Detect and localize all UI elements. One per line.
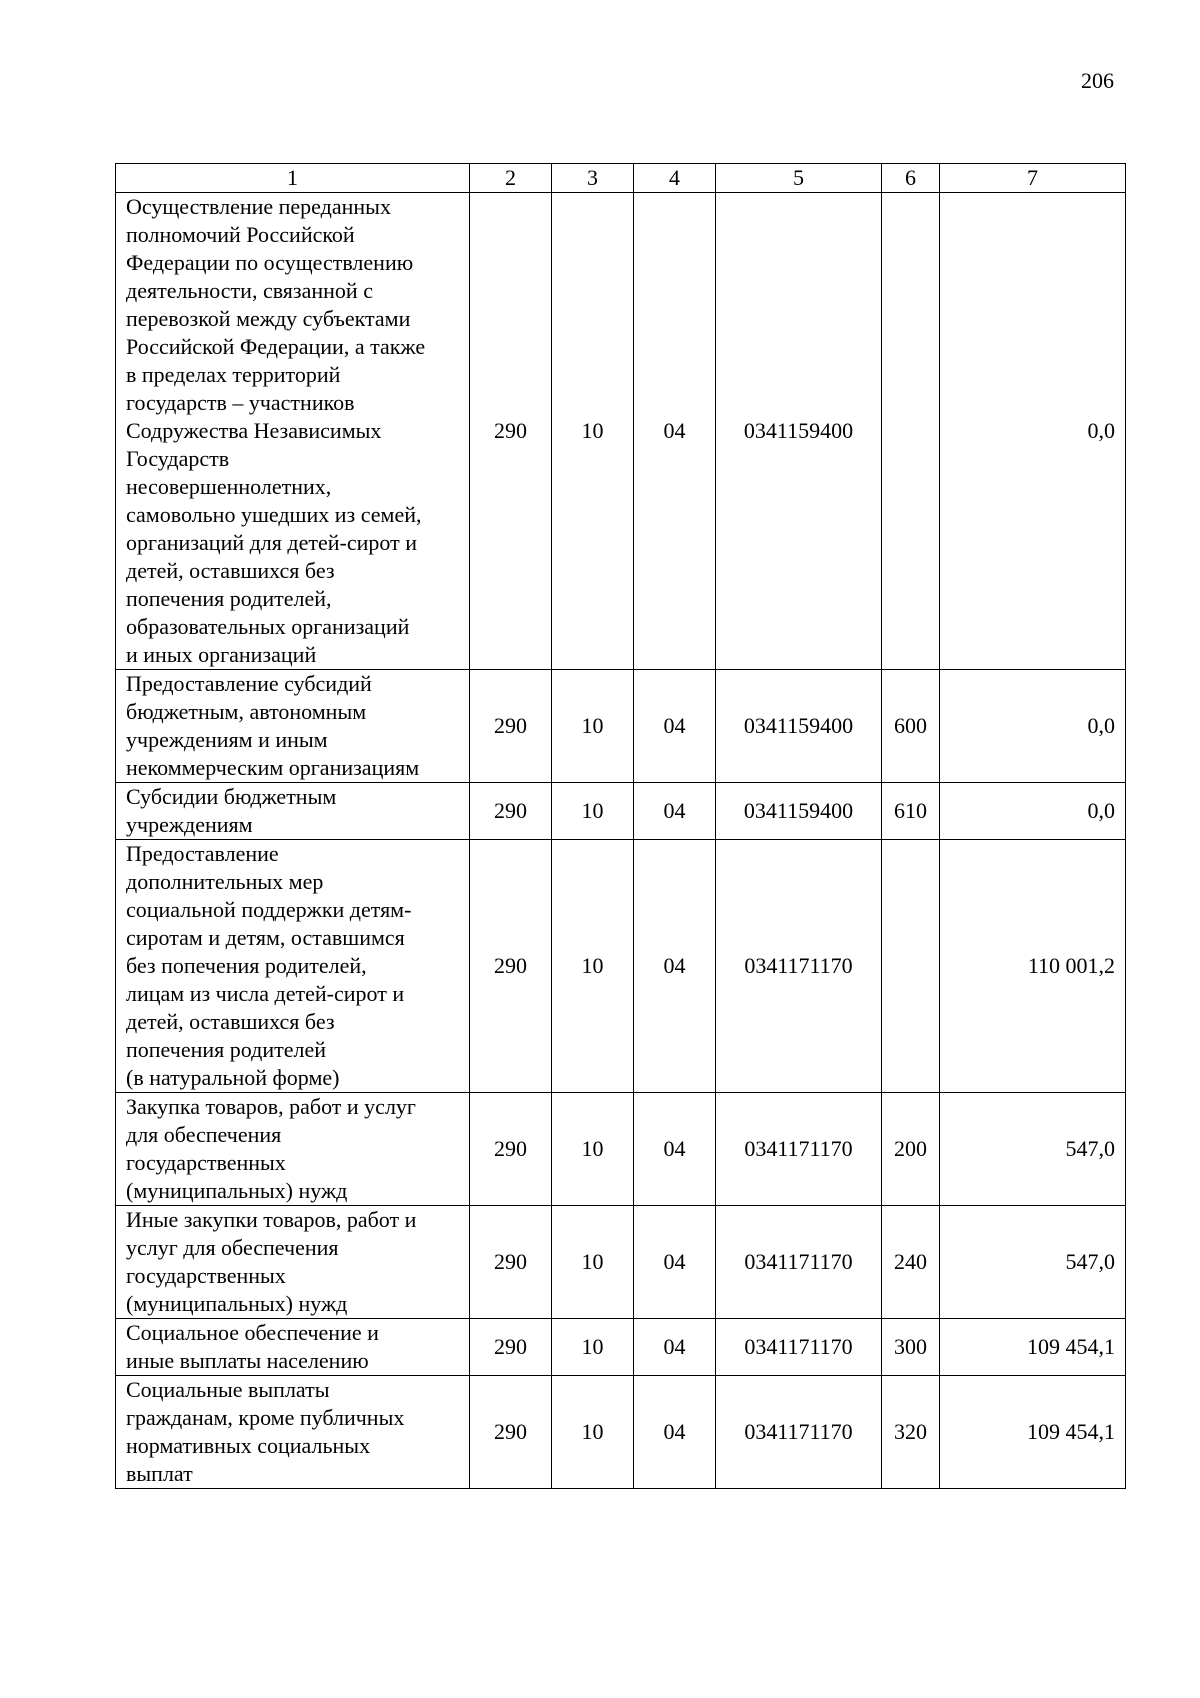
row-code-5: 0341159400 bbox=[716, 670, 882, 783]
row-code-4: 04 bbox=[634, 1093, 716, 1206]
row-amount: 0,0 bbox=[940, 670, 1126, 783]
row-code-3: 10 bbox=[552, 670, 634, 783]
header-col-2: 2 bbox=[470, 164, 552, 193]
header-row bbox=[116, 164, 1126, 193]
row-code-6 bbox=[882, 840, 940, 1093]
row-code-6: 240 bbox=[882, 1206, 940, 1319]
table-row bbox=[116, 1319, 1126, 1376]
row-code-4: 04 bbox=[634, 1206, 716, 1319]
row-code-2: 290 bbox=[470, 1093, 552, 1206]
budget-table bbox=[115, 163, 1126, 1489]
row-code-2: 290 bbox=[470, 783, 552, 840]
row-amount: 110 001,2 bbox=[940, 840, 1126, 1093]
row-code-2: 290 bbox=[470, 840, 552, 1093]
table-row bbox=[116, 840, 1126, 1093]
row-code-2: 290 bbox=[470, 670, 552, 783]
row-name: Осуществление переданных полномочий Российской Федерации по осуществлению деятельности, связанной с перевозкой между субъектами Российской Федерации, а также в пределах территорий государств – участников Содружества Независимых Государств несовершеннолетних, самовольно ушедших из семей, организаций для детей-сирот и детей, оставшихся без попечения родителей, образовательных организаций и иных организаций bbox=[116, 193, 470, 670]
row-code-2: 290 bbox=[470, 1376, 552, 1489]
row-code-6: 600 bbox=[882, 670, 940, 783]
header-col-3: 3 bbox=[552, 164, 634, 193]
table-row bbox=[116, 1093, 1126, 1206]
row-name: Предоставление субсидий бюджетным, автономным учреждениям и иным некоммерческим организациям bbox=[116, 670, 470, 783]
row-code-3: 10 bbox=[552, 1206, 634, 1319]
row-code-2: 290 bbox=[470, 1319, 552, 1376]
row-code-3: 10 bbox=[552, 1319, 634, 1376]
table-row bbox=[116, 1206, 1126, 1319]
row-amount: 0,0 bbox=[940, 193, 1126, 670]
row-name: Социальные выплаты гражданам, кроме публичных нормативных социальных выплат bbox=[116, 1376, 470, 1489]
row-code-2: 290 bbox=[470, 193, 552, 670]
row-code-5: 0341159400 bbox=[716, 783, 882, 840]
row-code-4: 04 bbox=[634, 1319, 716, 1376]
row-amount: 547,0 bbox=[940, 1206, 1126, 1319]
row-amount: 547,0 bbox=[940, 1093, 1126, 1206]
header-col-7: 7 bbox=[940, 164, 1126, 193]
row-code-4: 04 bbox=[634, 840, 716, 1093]
table-row bbox=[116, 670, 1126, 783]
row-code-3: 10 bbox=[552, 1376, 634, 1489]
table-row bbox=[116, 783, 1126, 840]
row-name: Иные закупки товаров, работ и услуг для обеспечения государственных (муниципальных) нужд bbox=[116, 1206, 470, 1319]
row-code-5: 0341159400 bbox=[716, 193, 882, 670]
row-code-4: 04 bbox=[634, 670, 716, 783]
row-amount: 109 454,1 bbox=[940, 1376, 1126, 1489]
row-amount: 0,0 bbox=[940, 783, 1126, 840]
row-code-5: 0341171170 bbox=[716, 1093, 882, 1206]
row-code-6: 300 bbox=[882, 1319, 940, 1376]
row-code-4: 04 bbox=[634, 1376, 716, 1489]
row-code-5: 0341171170 bbox=[716, 840, 882, 1093]
row-code-5: 0341171170 bbox=[716, 1206, 882, 1319]
page-number: 206 bbox=[1081, 68, 1114, 93]
row-amount: 109 454,1 bbox=[940, 1319, 1126, 1376]
table-row bbox=[116, 193, 1126, 670]
row-code-6: 200 bbox=[882, 1093, 940, 1206]
header-col-1: 1 bbox=[116, 164, 470, 193]
row-code-5: 0341171170 bbox=[716, 1319, 882, 1376]
table-row bbox=[116, 1376, 1126, 1489]
row-name: Социальное обеспечение и иные выплаты населению bbox=[116, 1319, 470, 1376]
row-code-6: 610 bbox=[882, 783, 940, 840]
row-code-3: 10 bbox=[552, 840, 634, 1093]
row-name: Закупка товаров, работ и услуг для обеспечения государственных (муниципальных) нужд bbox=[116, 1093, 470, 1206]
row-code-5: 0341171170 bbox=[716, 1376, 882, 1489]
header-col-4: 4 bbox=[634, 164, 716, 193]
header-col-6: 6 bbox=[882, 164, 940, 193]
row-name: Субсидии бюджетным учреждениям bbox=[116, 783, 470, 840]
row-code-3: 10 bbox=[552, 783, 634, 840]
row-code-3: 10 bbox=[552, 193, 634, 670]
row-code-4: 04 bbox=[634, 783, 716, 840]
row-name: Предоставление дополнительных мер социальной поддержки детям- сиротам и детям, оставшимся без попечения родителей, лицам из числа детей-сирот и детей, оставшихся без попечения родителей (в натуральной форме) bbox=[116, 840, 470, 1093]
row-code-6 bbox=[882, 193, 940, 670]
row-code-2: 290 bbox=[470, 1206, 552, 1319]
header-col-5: 5 bbox=[716, 164, 882, 193]
row-code-4: 04 bbox=[634, 193, 716, 670]
row-code-3: 10 bbox=[552, 1093, 634, 1206]
row-code-6: 320 bbox=[882, 1376, 940, 1489]
